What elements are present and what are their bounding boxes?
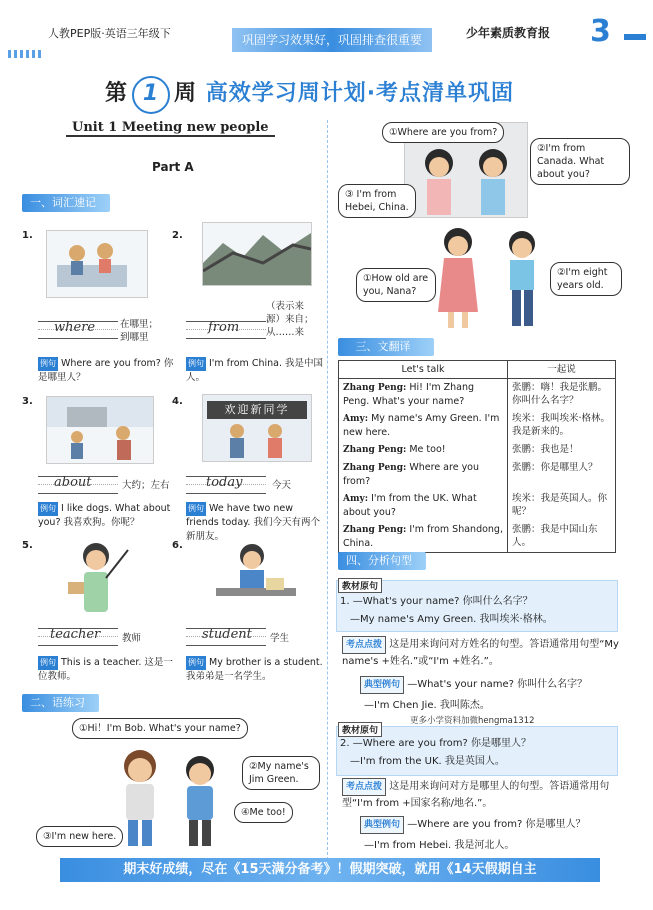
- table-cell-en: [339, 490, 508, 521]
- vocab-num: 3.: [22, 396, 33, 407]
- page-bar-decoration: [624, 34, 646, 40]
- teacher-illustration: [60, 538, 130, 622]
- point-note: [342, 778, 628, 812]
- table-cell-en: [339, 410, 508, 441]
- great-wall-picture: [202, 222, 312, 286]
- vocab-num: 2.: [172, 230, 183, 241]
- title-suffix: 周: [174, 81, 198, 106]
- students-illustration: [203, 395, 311, 461]
- tag-label: 典型例句: [360, 676, 404, 694]
- source-tag: [338, 718, 382, 737]
- table-row: [339, 441, 616, 459]
- section-translation: 三、文翻译: [338, 338, 434, 356]
- source-question: 2. —Where are you from? 你是哪里人？: [340, 738, 531, 749]
- tag-label: 教材原句: [338, 722, 382, 737]
- vocab-example: [38, 357, 178, 385]
- table-row: [339, 490, 616, 521]
- speaker: Zhang Peng:: [343, 383, 407, 393]
- vocab-meaning: 在哪里； 到哪里: [120, 319, 159, 343]
- vocab-word: where: [54, 320, 96, 335]
- vocab-word: student: [202, 627, 252, 642]
- example-text: My brother is a student. 我弟弟是一名学生。: [186, 657, 323, 682]
- example-tag: 例句: [38, 502, 58, 516]
- example-tag: 例句: [38, 357, 58, 371]
- example-q: —Where are you from? 你是哪里人？: [407, 819, 586, 830]
- table-cell-zh: 埃米：我叫埃米·格林。我是新来的。: [508, 410, 616, 441]
- tag-label: 考点点拨: [342, 778, 386, 796]
- section-phrase: 二、语练习: [22, 694, 99, 712]
- speech-bubble: ①How old are you, Nana?: [356, 268, 436, 302]
- student-illustration: [206, 538, 306, 608]
- table-header: 一起说: [508, 361, 616, 379]
- vocab-num: 4.: [172, 396, 183, 407]
- kids-illustration: [430, 222, 550, 330]
- point-text: 这是用来询问对方是哪里人的句型。答语通常用句型“I'm from +国家名称/地名.”。: [342, 781, 610, 809]
- speaker: Zhang Peng:: [343, 445, 407, 455]
- example-sentence: [360, 676, 630, 694]
- vocab-example: [38, 656, 178, 684]
- speech-bubble: ④Me too!: [234, 802, 293, 823]
- example-text: We have two new friends today. 我们今天有两个新朋友。: [186, 503, 320, 542]
- vocab-meaning: （表示来源）来自；从……来: [266, 301, 314, 338]
- vocab-word: about: [54, 475, 92, 490]
- welcome-banner: 欢迎新同学: [207, 401, 307, 419]
- table-cell-zh: 张鹏：你是哪里人？: [508, 459, 616, 490]
- vocab-meaning: 学生: [270, 633, 290, 644]
- speaker: Zhang Peng:: [343, 525, 407, 535]
- example-tag: 例句: [186, 357, 206, 371]
- example-tag: 例句: [186, 502, 206, 516]
- edition-header: [0, 22, 240, 42]
- speaker: Amy:: [343, 494, 369, 504]
- example-answer: —I'm from Hebei. 我是河北人。: [364, 840, 515, 851]
- section-vocab: 一、词汇速记: [22, 194, 110, 212]
- part-label: Part A: [152, 160, 194, 174]
- speech-bubble: ①Hi！I'm Bob. What's your name?: [72, 718, 248, 739]
- vocab-meaning: 大约；左右: [122, 480, 170, 491]
- table-cell-zh: 张鹏：我也是！: [508, 441, 616, 459]
- table-row: [339, 521, 616, 553]
- line-en: My name's Amy Green. I'm new here.: [343, 413, 500, 438]
- source-question: 1. —What's your name? 你叫什么名字？: [340, 596, 533, 607]
- vocab-word: today: [206, 475, 243, 490]
- table-cell-zh: 张鹏：我是中国山东人。: [508, 521, 616, 553]
- vocab-example: [186, 656, 326, 684]
- table-row: [339, 459, 616, 490]
- footer-banner: 期末好成绩，尽在《15天满分备考》！假期突破，就用《14天假期自主: [60, 858, 600, 882]
- speech-bubble: ②I'm eight years old.: [550, 262, 622, 296]
- speech-bubble: ③I'm new here.: [36, 826, 123, 847]
- table-cell-en: [339, 521, 508, 553]
- table-cell-zh: 张鹏：嗨！我是张鹏。你叫什么名字？: [508, 379, 616, 411]
- vocab-word: from: [208, 320, 240, 335]
- example-text: This is a teacher. 这是一位教师。: [38, 657, 173, 682]
- vocab-num: 1.: [22, 230, 33, 241]
- people-picture: [46, 396, 154, 464]
- table-cell-en: [339, 459, 508, 490]
- slogan-banner: 巩固学习效果好，巩固排查很重要: [232, 28, 432, 52]
- vocab-meaning: 今天: [272, 480, 292, 491]
- tag-label: 考点点拨: [342, 636, 386, 654]
- tag-label: 教材原句: [338, 578, 382, 593]
- speaker: Zhang Peng:: [343, 463, 407, 473]
- speech-bubble: ①Where are you from?: [382, 122, 504, 143]
- speech-bubble: ②I'm from Canada. What about you?: [530, 138, 630, 185]
- speech-bubble: ③ I'm from Hebei, China.: [338, 184, 416, 218]
- translation-table: [338, 360, 616, 553]
- source-answer: —My name's Amy Green. 我叫埃米·格林。: [350, 614, 553, 625]
- line-en: Me too!: [409, 444, 446, 455]
- edition-text: 人教PEP版·英语三年级下: [48, 27, 171, 40]
- unit-title: Unit 1 Meeting new people: [66, 120, 275, 137]
- vocab-word: teacher: [50, 627, 101, 642]
- great-wall-illustration: [203, 223, 311, 285]
- tag-label: 典型例句: [360, 816, 404, 834]
- table-header-row: [339, 361, 616, 379]
- title-main: 高效学习周计划·考点清单巩固: [205, 81, 515, 106]
- speech-bubble: ②My name's Jim Green.: [242, 756, 320, 790]
- table-cell-en: [339, 379, 508, 411]
- table-header: Let's talk: [339, 361, 508, 379]
- table-row: [339, 410, 616, 441]
- title-prefix: 第: [105, 81, 129, 106]
- vocab-example: [186, 357, 326, 385]
- vocab-num: 6.: [172, 540, 183, 551]
- page-number: 3: [590, 14, 611, 49]
- line-en: I'm from Shandong, China.: [343, 524, 503, 549]
- people-illustration: [47, 397, 153, 463]
- example-sentence: [360, 816, 630, 834]
- example-answer: —I'm Chen Jie. 我叫陈杰。: [364, 700, 490, 711]
- page-title: [105, 76, 514, 114]
- vocab-meaning: 教师: [122, 633, 142, 644]
- line-en: Hi! I'm Zhang Peng. What's your name?: [343, 382, 475, 407]
- line-en: I'm from the UK. What about you?: [343, 493, 477, 518]
- vocab-example: [38, 502, 178, 530]
- classroom-illustration: [47, 231, 147, 297]
- source-answer: —I'm from the UK. 我是英国人。: [350, 756, 505, 767]
- week-circle: 1: [132, 76, 170, 114]
- example-tag: 例句: [38, 656, 58, 670]
- brand-name: 少年素质教育报: [466, 26, 551, 40]
- boys-illustration: [110, 744, 230, 854]
- section-analysis: 四、分析句型: [338, 552, 426, 570]
- example-tag: 例句: [186, 656, 206, 670]
- point-note: [342, 636, 628, 670]
- example-text: Where are you from? 你是哪里人？: [38, 358, 174, 383]
- example-q: —What's your name? 你叫什么名字？: [407, 679, 588, 690]
- stripe-decoration: [8, 50, 42, 58]
- table-cell-zh: 埃米：我是英国人。你呢？: [508, 490, 616, 521]
- source-tag: [338, 574, 382, 593]
- column-divider: [327, 120, 328, 860]
- classroom-picture: [46, 230, 148, 298]
- example-text: I like dogs. What about you? 我喜欢狗。你呢？: [38, 503, 171, 528]
- table-cell-en: [339, 441, 508, 459]
- table-row: [339, 379, 616, 411]
- line-en: Where are you from?: [343, 462, 480, 487]
- watermark-text: 更多小学资料加微hengma1312: [410, 716, 535, 726]
- welcome-picture: [202, 394, 312, 462]
- point-text: 这是用来询问对方姓名的句型。答语通常用句型“My name's +姓名.”或“I'm +姓名.”。: [342, 639, 619, 667]
- speaker: Amy:: [343, 414, 369, 424]
- example-text: I'm from China. 我是中国人。: [186, 358, 323, 383]
- vocab-num: 5.: [22, 540, 33, 551]
